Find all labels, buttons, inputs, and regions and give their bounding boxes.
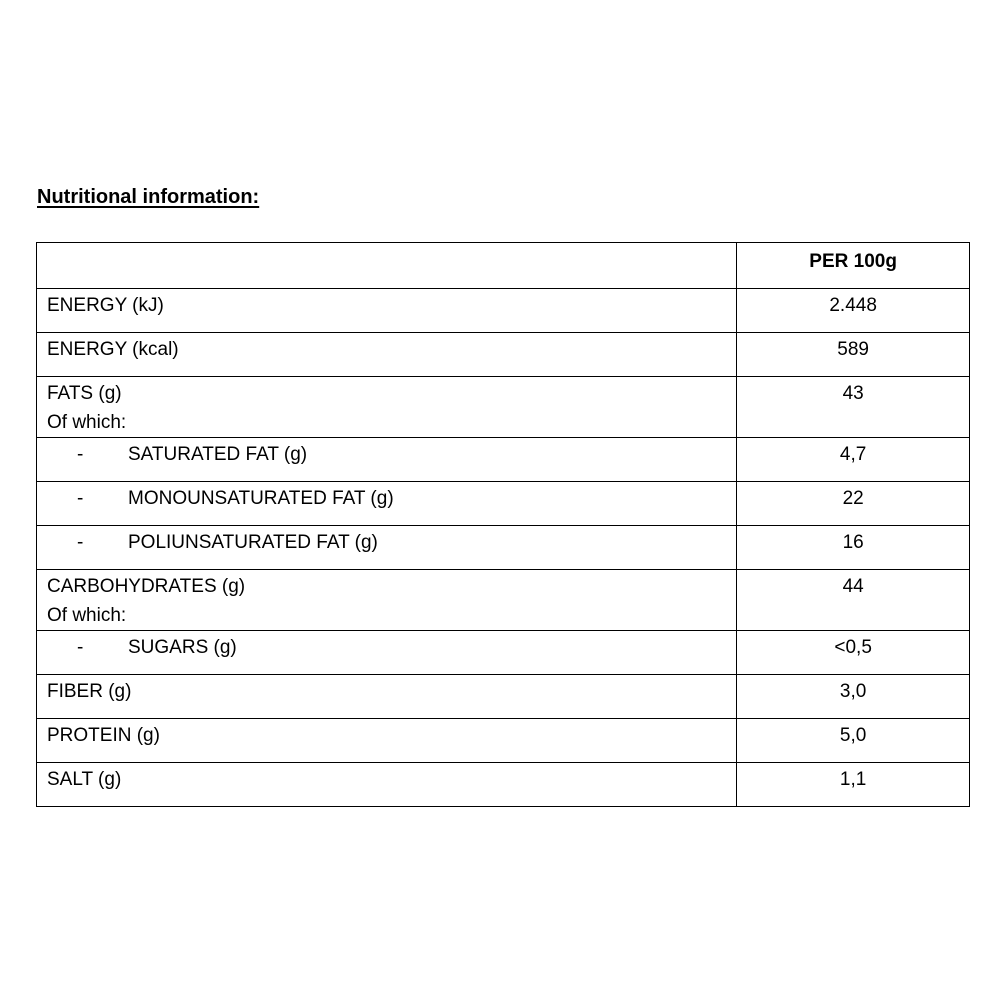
- row-label-cell: [37, 570, 737, 631]
- header-value-cell: PER 100g: [737, 243, 970, 289]
- row-label: CARBOHYDRATES (g): [47, 576, 246, 597]
- row-value: 4,7: [737, 438, 970, 482]
- table-row-energy-kj: [37, 289, 970, 333]
- row-label: PROTEIN (g): [37, 719, 737, 763]
- table-row-protein: [37, 719, 970, 763]
- row-sublabel: Of which:: [47, 412, 127, 433]
- row-value: 16: [737, 526, 970, 570]
- bullet-dash: -: [77, 488, 84, 509]
- row-label: SALT (g): [37, 763, 737, 807]
- page-title: Nutritional information:: [37, 186, 260, 208]
- row-label-cell: [37, 526, 737, 570]
- row-value: 1,1: [737, 763, 970, 807]
- bullet-dash: -: [77, 637, 84, 658]
- table-row-polyunsaturated-fat: [37, 526, 970, 570]
- row-label: ENERGY (kcal): [37, 333, 737, 377]
- table-header-row: [37, 243, 970, 289]
- table-row-sugars: [37, 631, 970, 675]
- table-row-monounsaturated-fat: [37, 482, 970, 526]
- row-label: FIBER (g): [37, 675, 737, 719]
- table-row-salt: [37, 763, 970, 807]
- row-value: 589: [737, 333, 970, 377]
- row-label-cell: [37, 438, 737, 482]
- bullet-dash: -: [77, 444, 84, 465]
- row-label: POLIUNSATURATED FAT (g): [128, 532, 378, 553]
- row-label-cell: [37, 631, 737, 675]
- row-label: FATS (g): [47, 383, 122, 404]
- row-sublabel: Of which:: [47, 605, 127, 626]
- table-row-saturated-fat: [37, 438, 970, 482]
- table-row-energy-kcal: [37, 333, 970, 377]
- row-value: 3,0: [737, 675, 970, 719]
- table-row-fiber: [37, 675, 970, 719]
- row-label-cell: [37, 482, 737, 526]
- row-value: 44: [737, 570, 970, 631]
- table-row-fats: [37, 377, 970, 438]
- header-label-cell: [37, 243, 737, 289]
- row-label: ENERGY (kJ): [37, 289, 737, 333]
- row-value: <0,5: [737, 631, 970, 675]
- table-row-carbohydrates: [37, 570, 970, 631]
- row-label: SATURATED FAT (g): [128, 444, 308, 465]
- nutrition-table: [36, 242, 970, 807]
- row-value: 22: [737, 482, 970, 526]
- row-label-cell: [37, 377, 737, 438]
- bullet-dash: -: [77, 532, 84, 553]
- row-label: SUGARS (g): [128, 637, 237, 658]
- row-label: MONOUNSATURATED FAT (g): [128, 488, 394, 509]
- row-value: 2.448: [737, 289, 970, 333]
- row-value: 43: [737, 377, 970, 438]
- row-value: 5,0: [737, 719, 970, 763]
